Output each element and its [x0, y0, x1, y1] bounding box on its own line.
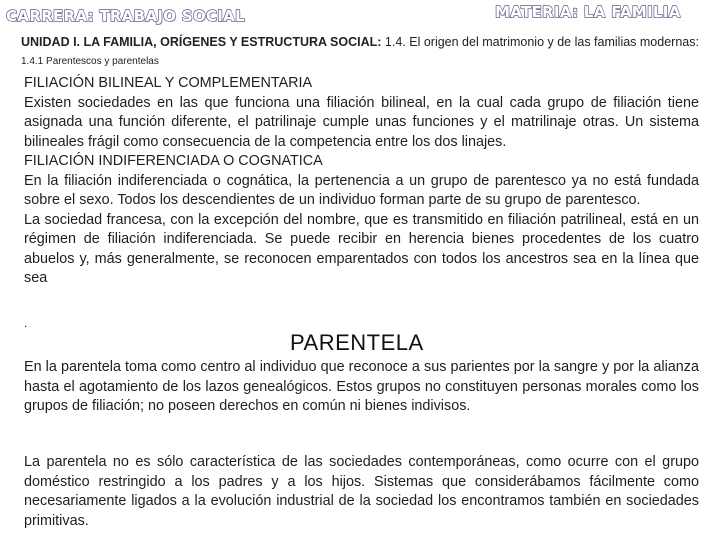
career-title: CARRERA: TRABAJO SOCIAL	[6, 7, 245, 25]
unit-subdetail: 1.4.1 Parentescos y parentelas	[21, 56, 159, 67]
paragraph-bilineal: Existen sociedades en las que funciona una filiación bilineal, en la cual cada grupo de filiación tiene asignada una función diferente, el patrilinaje cumple unas funciones y el matrilinaje otras. Un sistema bilineales frágil como consecuencia de la competencia entre los dos linajes.	[24, 94, 699, 150]
parentela-title: PARENTELA	[290, 330, 424, 355]
heading-bilineal: FILIACIÓN BILINEAL Y COMPLEMENTARIA	[24, 75, 313, 91]
parentela-section-1	[24, 358, 699, 417]
paragraph-indiferenciada: En la filiación indiferenciada o cognática, la pertenencia a un grupo de parentesco ya no está fundada sobre el sexo. Todos los descendientes de un individuo forman parte de su grupo de parentesco.	[24, 172, 699, 208]
paragraph-parentela-2: La parentela no es sólo característica de las sociedades contemporáneas, como ocurre con el grupo doméstico restringido a los padres y a los hijos. Sistemas que considerábamos fácilmente como necesariamente ligados a la evolución industrial de la sociedad los encontramos también en sociedades primitivas.	[24, 454, 699, 529]
heading-indiferenciada: FILIACIÓN INDIFERENCIADA O COGNATICA	[24, 153, 323, 169]
paragraph-sociedad-francesa: La sociedad francesa, con la excepción del nombre, que es transmitido en filiación patrilineal, está en un régimen de filiación indiferenciada. Se puede recibir en herencia bienes procedentes de los cuatro abuelos y, más generalmente, se reconocen emparentados con todos los ancestros sea en la línea que sea	[24, 211, 699, 286]
filiation-section	[24, 74, 699, 289]
unit-detail: 1.4. El origen del matrimonio y de las familias modernas:	[384, 35, 699, 49]
parentela-section-2	[24, 453, 699, 531]
stray-dot: .	[24, 316, 28, 330]
page-header	[0, 0, 720, 30]
unit-line	[21, 33, 711, 71]
unit-title: UNIDAD I. LA FAMILIA, ORÍGENES Y ESTRUCTURA SOCIAL:	[21, 35, 382, 49]
paragraph-parentela-1: En la parentela toma como centro al individuo que reconoce a sus parientes por la sangre y por la alianza hasta el agotamiento de los lazos genealógicos. Estos grupos no constituyen personas morales como los grupos de filiación; no poseen derechos en común ni bienes indivisos.	[24, 359, 699, 414]
subject-title: MATERIA: LA FAMILIA	[495, 3, 681, 21]
